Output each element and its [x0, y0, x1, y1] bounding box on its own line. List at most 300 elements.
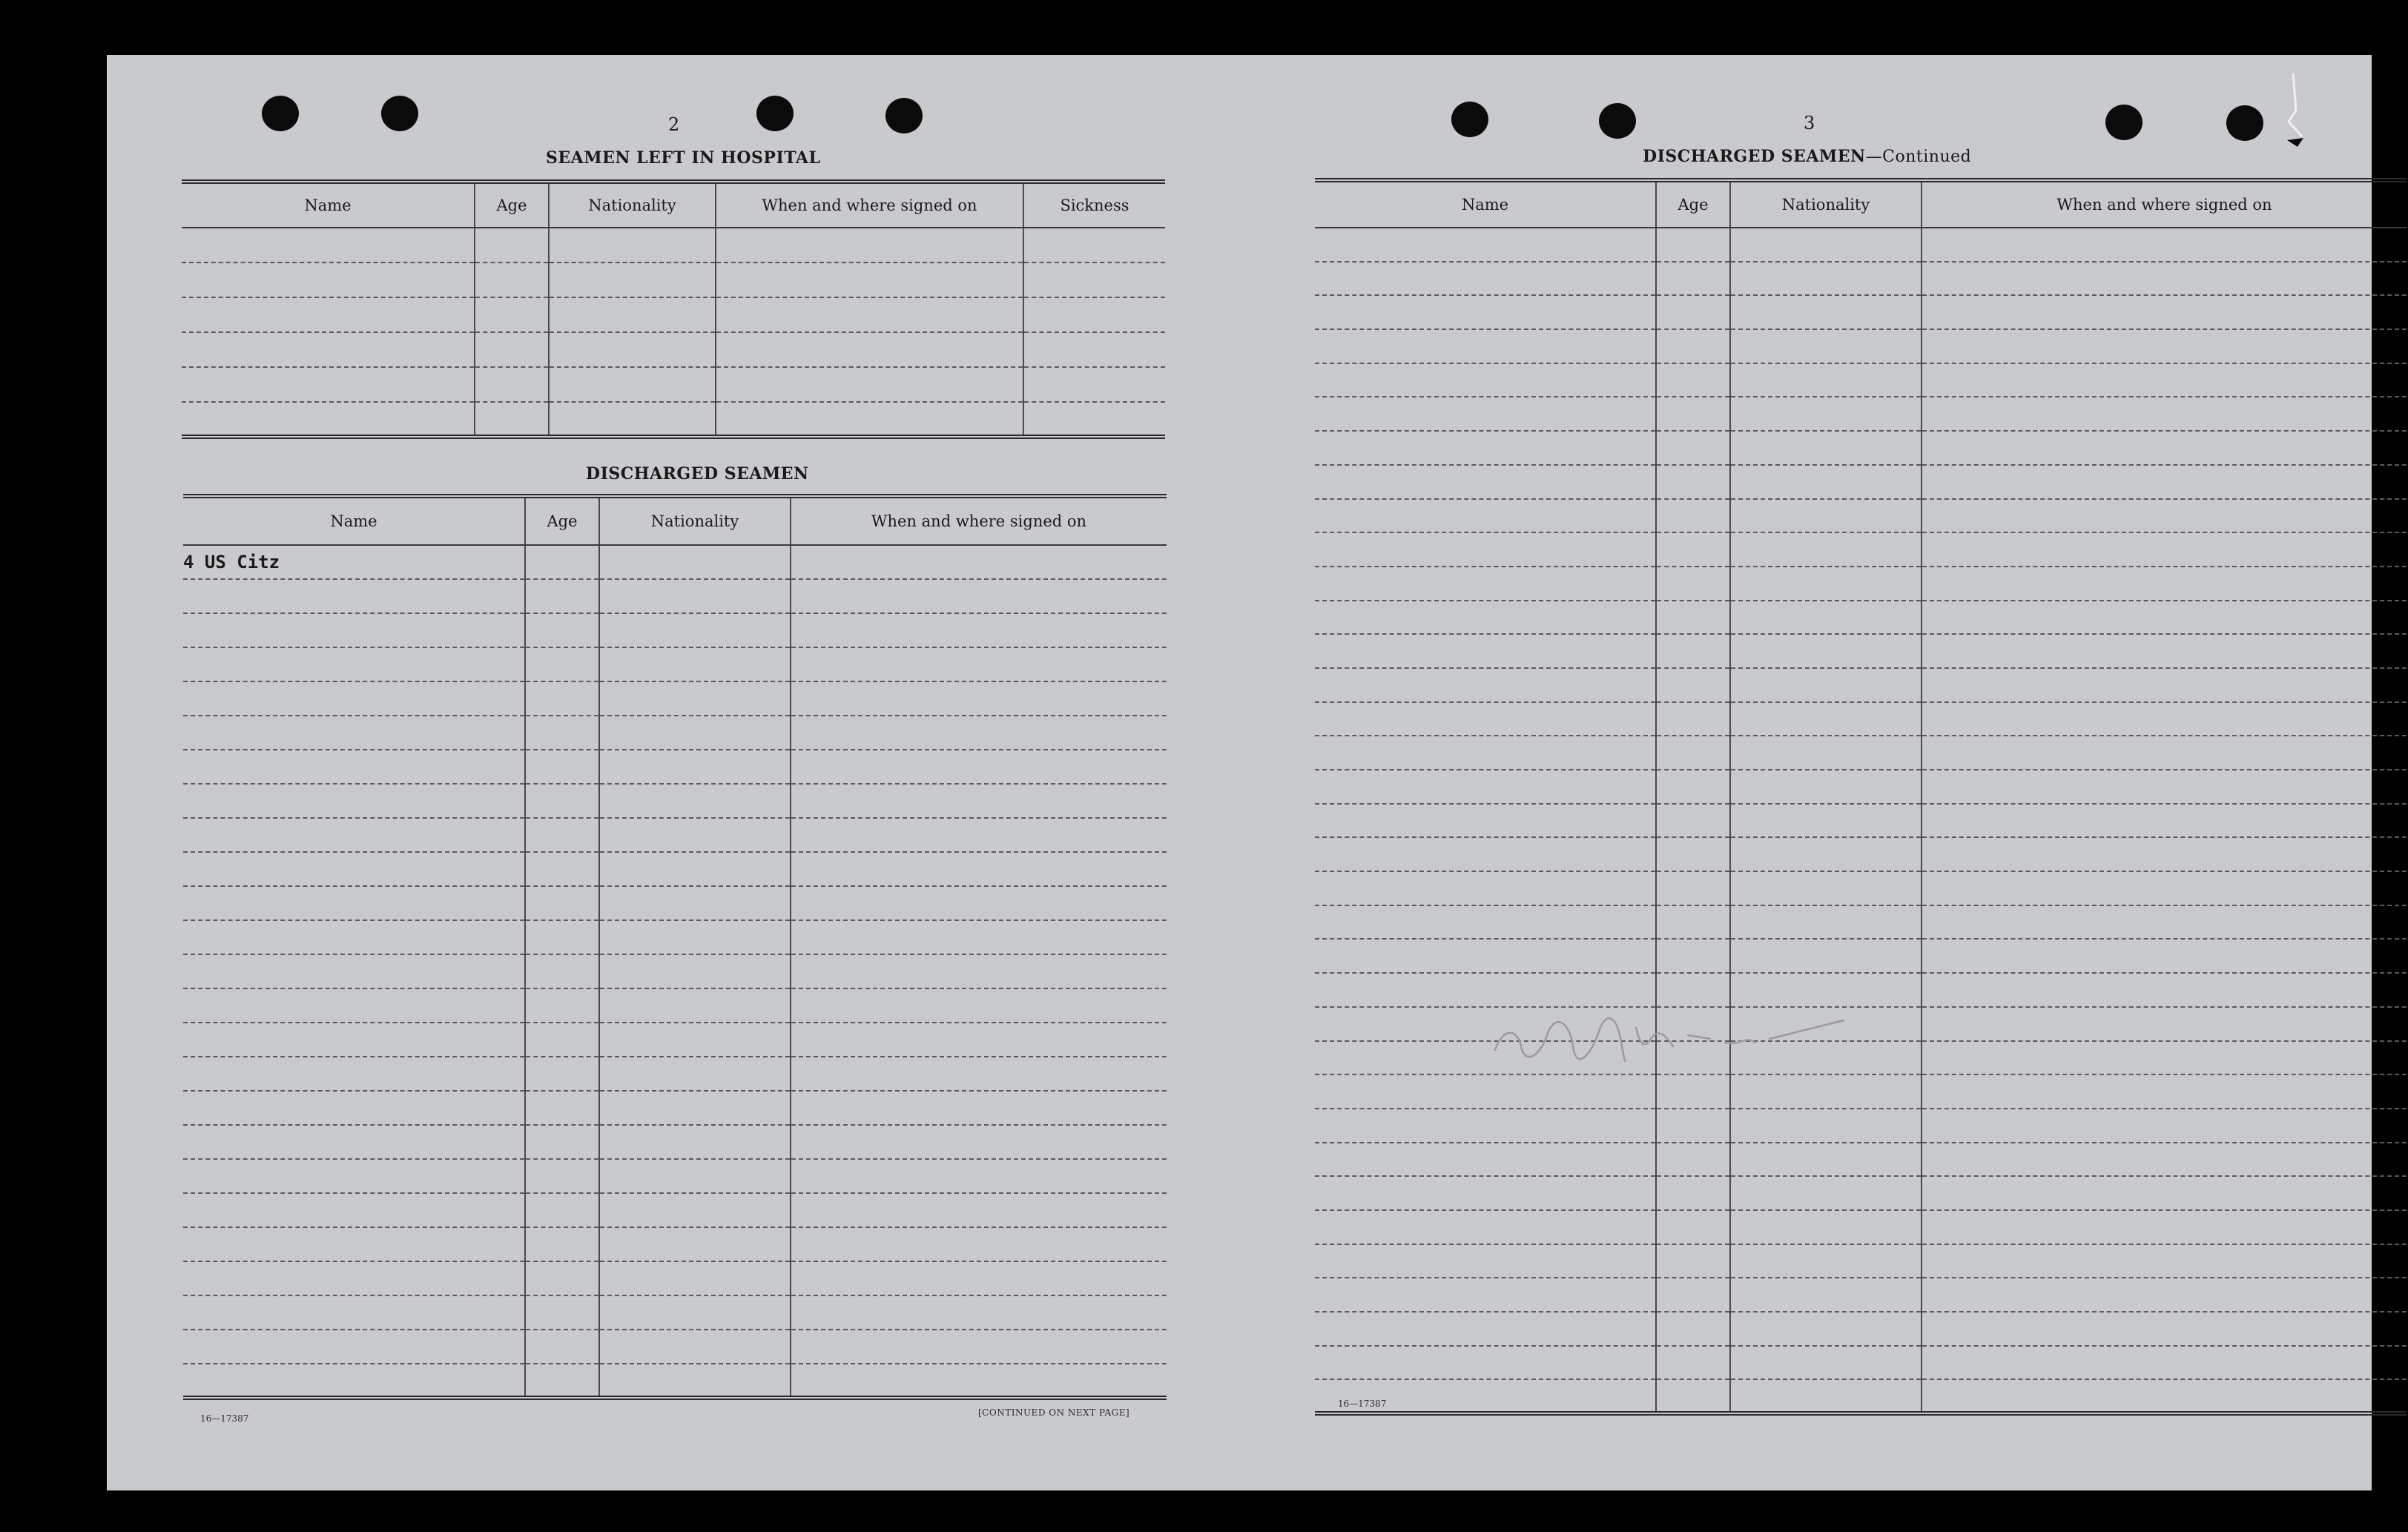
- continued-cell: [1922, 431, 2407, 465]
- continued-table-row: [1315, 770, 2407, 804]
- continued-cell: [1315, 601, 1656, 635]
- continued-cell: [1922, 465, 2407, 499]
- discharged-cell: [599, 1193, 791, 1227]
- continued-cell: [1922, 770, 2407, 804]
- continued-cell: [1730, 871, 1922, 905]
- discharged-cell: [791, 988, 1167, 1023]
- discharged-cell: [791, 1057, 1167, 1091]
- continued-cell: [1922, 228, 2407, 262]
- paper-fold-mark: [2280, 70, 2309, 151]
- continued-cell: [1315, 397, 1656, 431]
- discharged-cell: [791, 1193, 1167, 1227]
- discharged-cell: [183, 1023, 525, 1057]
- discharged-cell: [599, 1091, 791, 1125]
- discharged-cell: [525, 1295, 599, 1330]
- continued-cell: [1730, 363, 1922, 397]
- hospital-header-sickness: Sickness: [1023, 182, 1165, 228]
- discharged-cell: [183, 886, 525, 920]
- continued-cell: [1922, 1041, 2407, 1075]
- discharged-table-row: [183, 1125, 1167, 1159]
- continued-cell: [1730, 1312, 1922, 1346]
- continued-cell: [1315, 905, 1656, 940]
- discharged-cell: [599, 886, 791, 920]
- discharged-cell: [791, 716, 1167, 750]
- discharged-cell: [183, 954, 525, 988]
- continued-table-row: [1315, 1312, 2407, 1346]
- discharged-cell: [791, 613, 1167, 647]
- hospital-cell: [182, 367, 475, 402]
- continued-cell: [1315, 939, 1656, 973]
- hospital-cell: [716, 263, 1023, 297]
- continued-cell: [1315, 1074, 1656, 1109]
- continued-table-row: [1315, 1346, 2407, 1380]
- discharged-section-title: DISCHARGED SEAMEN: [586, 464, 809, 483]
- hospital-cell: [549, 297, 716, 332]
- hospital-cell: [475, 297, 549, 332]
- page-number-left: 2: [668, 114, 680, 135]
- continued-table-row: [1315, 804, 2407, 838]
- continued-cell: [1656, 804, 1730, 838]
- hospital-cell: [182, 263, 475, 297]
- continued-cell: [1922, 1346, 2407, 1380]
- continued-cell: [1656, 702, 1730, 736]
- discharged-cell: [183, 681, 525, 716]
- continued-table-row: [1315, 668, 2407, 702]
- continued-cell: [1922, 736, 2407, 770]
- discharged-table-row: [183, 1159, 1167, 1193]
- continued-header-age: Age: [1656, 180, 1730, 228]
- continued-table-row: [1315, 634, 2407, 668]
- hospital-cell: [716, 297, 1023, 332]
- continued-cell: [1656, 634, 1730, 668]
- discharged-cell: [599, 1364, 791, 1398]
- continued-cell: [1656, 397, 1730, 431]
- discharged-cell: [791, 1159, 1167, 1193]
- continued-cell: [1730, 329, 1922, 363]
- continued-cell: [1922, 804, 2407, 838]
- continued-cell: [1922, 329, 2407, 363]
- continued-table-row: [1315, 1278, 2407, 1312]
- discharged-cell: [525, 988, 599, 1023]
- discharged-table-row: [183, 750, 1167, 784]
- continued-cell: [1315, 1346, 1656, 1380]
- discharged-cell: [599, 1057, 791, 1091]
- discharged-table-row: [183, 1193, 1167, 1227]
- continued-cell: [1922, 397, 2407, 431]
- discharged-table-row: [183, 1227, 1167, 1261]
- discharged-cell: [183, 579, 525, 613]
- punch-hole: [1451, 102, 1488, 137]
- continued-cell: [1922, 1074, 2407, 1109]
- discharged-table-row: [183, 954, 1167, 988]
- discharged-cell: [183, 1125, 525, 1159]
- discharged-cell: 4 US Citz: [183, 545, 525, 579]
- continued-cell: [1315, 262, 1656, 296]
- discharged-cell: [183, 1364, 525, 1398]
- discharged-cell: [599, 1125, 791, 1159]
- discharged-cell: [525, 647, 599, 681]
- continued-cell: [1315, 973, 1656, 1007]
- continued-cell: [1730, 228, 1922, 262]
- discharged-cell: [599, 852, 791, 886]
- hospital-table-row: [182, 367, 1165, 402]
- hospital-cell: [716, 367, 1023, 402]
- discharged-cell: [525, 613, 599, 647]
- discharged-cell: [525, 1330, 599, 1364]
- continued-cell: [1656, 1379, 1730, 1413]
- continued-cell: [1922, 973, 2407, 1007]
- document-sheet: [107, 55, 2372, 1490]
- discharged-cell: [599, 818, 791, 852]
- continued-table-row: [1315, 837, 2407, 871]
- discharged-table-row: [183, 886, 1167, 920]
- discharged-table-row: [183, 1057, 1167, 1091]
- discharged-table-row: [183, 920, 1167, 954]
- continued-table-row: [1315, 329, 2407, 363]
- continued-cell: [1656, 363, 1730, 397]
- continued-cell: [1656, 567, 1730, 601]
- continued-cell: [1315, 770, 1656, 804]
- continued-cell: [1656, 1346, 1730, 1380]
- continued-cell: [1922, 532, 2407, 567]
- discharged-cell: [599, 579, 791, 613]
- continued-cell: [1922, 499, 2407, 533]
- continued-cell: [1315, 871, 1656, 905]
- continued-cell: [1656, 431, 1730, 465]
- discharged-cell: [599, 750, 791, 784]
- continued-cell: [1656, 1244, 1730, 1278]
- continued-cell: [1730, 1074, 1922, 1109]
- hospital-cell: [182, 402, 475, 437]
- hospital-header-name: Name: [182, 182, 475, 228]
- discharged-cell: [599, 716, 791, 750]
- hospital-cell: [475, 367, 549, 402]
- discharged-cell: [183, 1330, 525, 1364]
- continued-cell: [1656, 1109, 1730, 1143]
- discharged-cell: [525, 1091, 599, 1125]
- continued-cell: [1922, 601, 2407, 635]
- discharged-cell: [525, 1125, 599, 1159]
- discharged-cell: [599, 681, 791, 716]
- discharged-table-row: [183, 716, 1167, 750]
- punch-hole: [381, 96, 418, 131]
- discharged-table-row: [183, 613, 1167, 647]
- continued-cell: [1922, 871, 2407, 905]
- continued-cell: [1730, 1244, 1922, 1278]
- discharged-cell: [183, 647, 525, 681]
- discharged-continued-table: [1315, 178, 2407, 1416]
- continued-cell: [1656, 770, 1730, 804]
- continued-table-row: [1315, 1074, 2407, 1109]
- discharged-table-row: [183, 818, 1167, 852]
- continued-cell: [1656, 973, 1730, 1007]
- hospital-table: [182, 179, 1165, 439]
- continued-cell: [1730, 804, 1922, 838]
- punch-hole: [2105, 105, 2143, 140]
- discharged-cell: [791, 681, 1167, 716]
- continued-cell: [1730, 1176, 1922, 1210]
- discharged-cell: [791, 1261, 1167, 1295]
- continued-cell: [1922, 1244, 2407, 1278]
- continued-cell: [1730, 1278, 1922, 1312]
- hospital-cell: [475, 228, 549, 263]
- punch-hole: [756, 96, 794, 131]
- discharged-cell: [599, 647, 791, 681]
- discharged-cell: [183, 1295, 525, 1330]
- continued-cell: [1315, 329, 1656, 363]
- continued-cell: [1922, 1312, 2407, 1346]
- hospital-header-nationality: Nationality: [549, 182, 716, 228]
- continued-table-row: [1315, 1210, 2407, 1244]
- continued-cell: [1730, 1379, 1922, 1413]
- continued-cell: [1922, 295, 2407, 329]
- continued-cell: [1730, 973, 1922, 1007]
- continued-cell: [1656, 601, 1730, 635]
- continued-table-row: [1315, 499, 2407, 533]
- continued-cell: [1730, 1143, 1922, 1177]
- discharged-cell: [791, 647, 1167, 681]
- continued-cell: [1922, 1210, 2407, 1244]
- continued-table-row: [1315, 702, 2407, 736]
- continued-table-row: [1315, 1143, 2407, 1177]
- continued-table-row: [1315, 871, 2407, 905]
- discharged-cell: [183, 716, 525, 750]
- continued-cell: [1730, 532, 1922, 567]
- discharged-cell: [183, 784, 525, 818]
- discharged-cell: [599, 1295, 791, 1330]
- continued-cell: [1315, 1210, 1656, 1244]
- hospital-cell: [182, 297, 475, 332]
- continued-cell: [1656, 262, 1730, 296]
- discharged-cell: [183, 920, 525, 954]
- continued-cell: [1315, 837, 1656, 871]
- discharged-cell: [599, 1227, 791, 1261]
- discharged-cell: [599, 1159, 791, 1193]
- discharged-cell: [525, 852, 599, 886]
- discharged-cell: [599, 613, 791, 647]
- punch-hole: [885, 98, 923, 133]
- discharged-cell: [525, 818, 599, 852]
- discharged-cell: [183, 1193, 525, 1227]
- discharged-table-row: [183, 1295, 1167, 1330]
- continued-cell: [1922, 1379, 2407, 1413]
- continued-cell: [1922, 1109, 2407, 1143]
- continued-cell: [1315, 431, 1656, 465]
- discharged-cell: [791, 1364, 1167, 1398]
- continued-table-row: [1315, 431, 2407, 465]
- continued-cell: [1656, 499, 1730, 533]
- continued-cell: [1656, 1074, 1730, 1109]
- discharged-table-row: [183, 852, 1167, 886]
- continued-cell: [1730, 736, 1922, 770]
- continued-cell: [1656, 736, 1730, 770]
- continued-cell: [1656, 1312, 1730, 1346]
- hospital-cell: [475, 263, 549, 297]
- continued-cell: [1730, 262, 1922, 296]
- discharged-cell: [599, 1261, 791, 1295]
- hospital-section-title: SEAMEN LEFT IN HOSPITAL: [546, 148, 821, 168]
- hospital-table-row: [182, 263, 1165, 297]
- continued-cell: [1730, 837, 1922, 871]
- hospital-table-row: [182, 297, 1165, 332]
- continued-cell: [1730, 1109, 1922, 1143]
- discharged-cell: [525, 1057, 599, 1091]
- discharged-cell: [183, 988, 525, 1023]
- discharged-table-row: [183, 681, 1167, 716]
- discharged-cell: [791, 1330, 1167, 1364]
- continued-cell: [1656, 1210, 1730, 1244]
- continued-table-row: [1315, 905, 2407, 940]
- continued-cell: [1315, 228, 1656, 262]
- continued-table-row: [1315, 1109, 2407, 1143]
- hospital-cell: [549, 228, 716, 263]
- continued-cell: [1730, 601, 1922, 635]
- continued-cell: [1730, 1210, 1922, 1244]
- hospital-cell: [1023, 297, 1165, 332]
- continued-cell: [1656, 329, 1730, 363]
- hospital-cell: [1023, 228, 1165, 263]
- continued-cell: [1656, 295, 1730, 329]
- hospital-table-row: [182, 332, 1165, 367]
- continued-cell: [1656, 905, 1730, 940]
- continued-header-nationality: Nationality: [1730, 180, 1922, 228]
- discharged-cell: [791, 818, 1167, 852]
- hospital-header-age: Age: [475, 182, 549, 228]
- continued-cell: [1315, 668, 1656, 702]
- continued-table-row: [1315, 567, 2407, 601]
- continued-cell: [1730, 905, 1922, 940]
- punch-hole: [2226, 105, 2263, 141]
- discharged-cell: [525, 1159, 599, 1193]
- continued-cell: [1922, 363, 2407, 397]
- discharged-cell: [791, 1091, 1167, 1125]
- continued-cell: [1922, 262, 2407, 296]
- continued-cell: [1315, 1109, 1656, 1143]
- continued-cell: [1922, 567, 2407, 601]
- hospital-cell: [182, 332, 475, 367]
- continued-cell: [1922, 939, 2407, 973]
- continued-cell: [1730, 465, 1922, 499]
- hospital-cell: [549, 332, 716, 367]
- discharged-cell: [791, 1125, 1167, 1159]
- discharged-header-when-and-where-signed-on: When and where signed on: [791, 496, 1167, 545]
- form-code-left: 16—17387: [200, 1413, 249, 1424]
- continued-cell: [1315, 1312, 1656, 1346]
- discharged-table-row: [183, 545, 1167, 579]
- discharged-header-age: Age: [525, 496, 599, 545]
- form-code-right: 16—17387: [1338, 1399, 1387, 1409]
- continued-cell: [1315, 532, 1656, 567]
- continued-table-row: [1315, 465, 2407, 499]
- discharged-cell: [525, 1364, 599, 1398]
- continued-cell: [1315, 1244, 1656, 1278]
- punch-hole: [262, 96, 299, 131]
- hospital-cell: [549, 367, 716, 402]
- discharged-table-row: [183, 647, 1167, 681]
- discharged-table-row: [183, 1330, 1167, 1364]
- discharged-cell: [525, 579, 599, 613]
- discharged-table-row: [183, 1261, 1167, 1295]
- discharged-cell: [183, 613, 525, 647]
- continued-cell: [1656, 1143, 1730, 1177]
- continued-cell: [1730, 295, 1922, 329]
- discharged-cell: [599, 1330, 791, 1364]
- hospital-cell: [716, 402, 1023, 437]
- continued-cell: [1656, 465, 1730, 499]
- discharged-cell: [599, 988, 791, 1023]
- continued-cell: [1730, 499, 1922, 533]
- hospital-cell: [1023, 263, 1165, 297]
- continued-cell: [1922, 634, 2407, 668]
- discharged-table-row: [183, 1364, 1167, 1398]
- discharged-header-name: Name: [183, 496, 525, 545]
- continued-cell: [1922, 668, 2407, 702]
- discharged-table: [183, 494, 1167, 1400]
- discharged-cell: [525, 1193, 599, 1227]
- continued-cell: [1315, 1278, 1656, 1312]
- continued-cell: [1730, 397, 1922, 431]
- hospital-cell: [1023, 332, 1165, 367]
- continued-cell: [1315, 1176, 1656, 1210]
- discharged-cell: [525, 784, 599, 818]
- continued-cell: [1730, 634, 1922, 668]
- continued-cell: [1730, 567, 1922, 601]
- continued-table-row: [1315, 295, 2407, 329]
- continued-table-row: [1315, 262, 2407, 296]
- continued-cell: [1315, 465, 1656, 499]
- discharged-cell: [525, 954, 599, 988]
- hospital-table-row: [182, 228, 1165, 263]
- continued-cell: [1656, 668, 1730, 702]
- discharged-cell: [599, 1023, 791, 1057]
- continued-table-row: [1315, 363, 2407, 397]
- continued-cell: [1922, 1007, 2407, 1041]
- discharged-cell: [791, 920, 1167, 954]
- discharged-cell: [183, 1227, 525, 1261]
- continued-cell: [1656, 1278, 1730, 1312]
- discharged-continued-title-main: DISCHARGED SEAMEN: [1643, 147, 1866, 166]
- continued-table-row: [1315, 601, 2407, 635]
- discharged-cell: [183, 852, 525, 886]
- continued-cell: [1730, 668, 1922, 702]
- continued-cell: [1315, 295, 1656, 329]
- discharged-cell: [791, 1227, 1167, 1261]
- continued-cell: [1730, 431, 1922, 465]
- discharged-table-row: [183, 579, 1167, 613]
- continued-table-row: [1315, 1379, 2407, 1413]
- hospital-cell: [475, 332, 549, 367]
- continued-note: [CONTINUED ON NEXT PAGE]: [978, 1407, 1130, 1418]
- discharged-table-row: [183, 1091, 1167, 1125]
- continued-cell: [1315, 363, 1656, 397]
- discharged-cell: [525, 750, 599, 784]
- continued-cell: [1922, 1278, 2407, 1312]
- continued-table-row: [1315, 1244, 2407, 1278]
- continued-table-row: [1315, 736, 2407, 770]
- discharged-table-row: [183, 1023, 1167, 1057]
- discharged-cell: [525, 920, 599, 954]
- discharged-cell: [525, 545, 599, 579]
- discharged-cell: [791, 886, 1167, 920]
- hospital-cell: [549, 402, 716, 437]
- continued-cell: [1922, 702, 2407, 736]
- discharged-cell: [183, 818, 525, 852]
- continued-cell: [1315, 499, 1656, 533]
- page-number-right: 3: [1804, 113, 1815, 133]
- discharged-cell: [183, 1057, 525, 1091]
- discharged-cell: [183, 750, 525, 784]
- discharged-cell: [525, 1227, 599, 1261]
